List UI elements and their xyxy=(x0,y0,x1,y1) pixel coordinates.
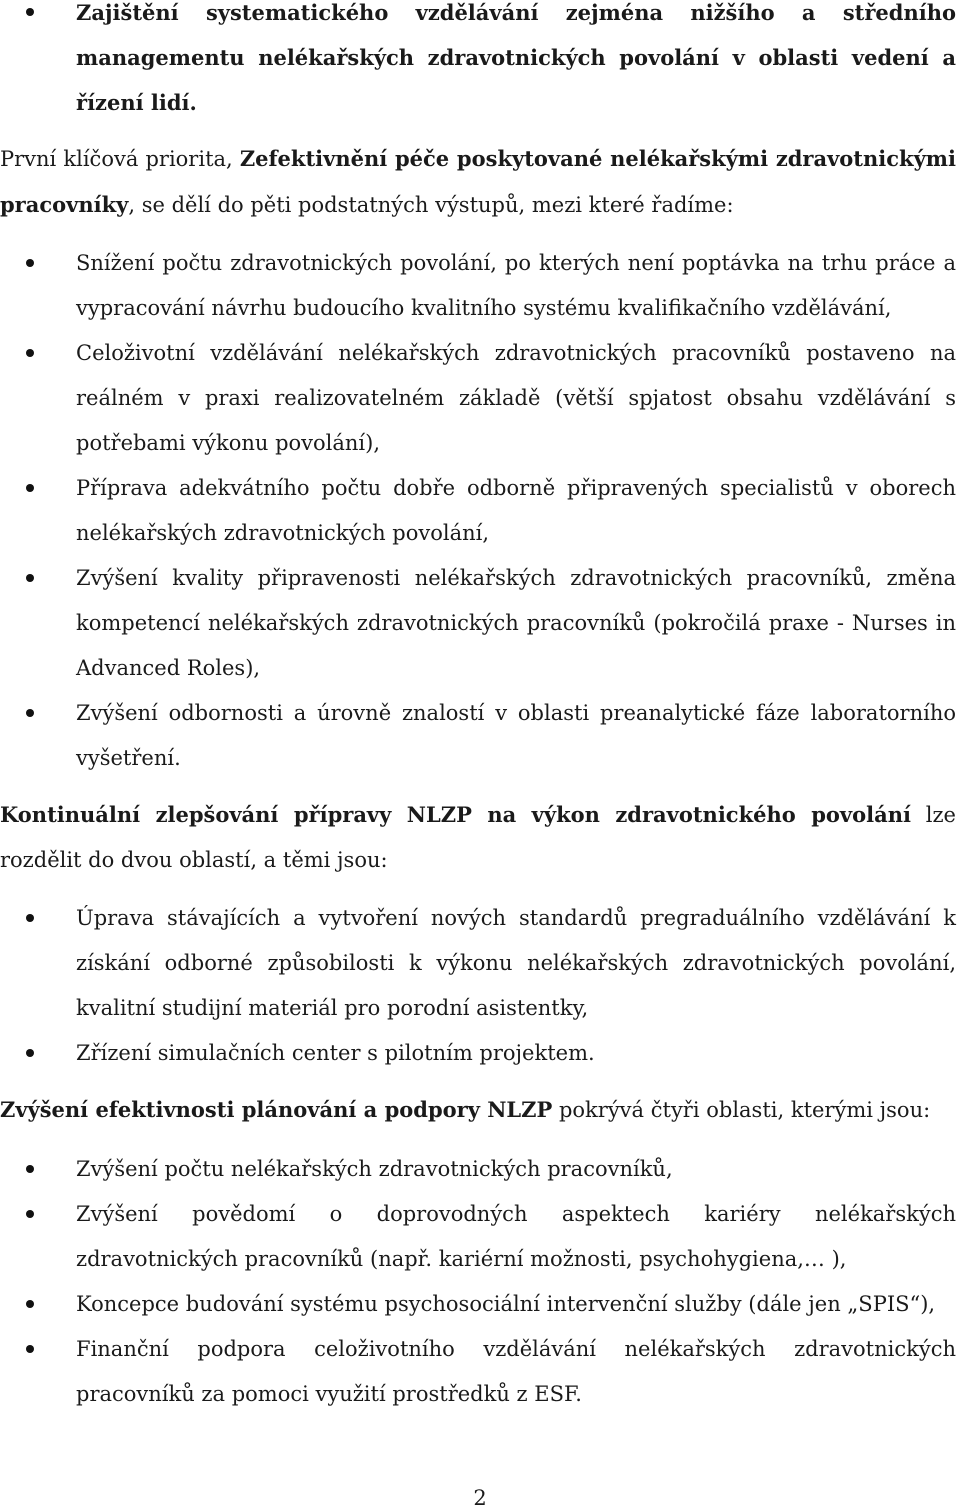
efficiency-areas-list xyxy=(0,1147,956,1417)
list-item-text: Zřízení simulačních center s pilotním projektem. xyxy=(76,1041,595,1065)
list-item-text: Úprava stávajících a vytvoření nových standardů pregraduálního vzdělávání k získání odborné způsobilosti k výkonu nelékařských zdravotnických povolání, kvalitní studijní materiál pro porodní asistentky, xyxy=(76,906,956,1020)
paragraph-bold: Zvýšení efektivnosti plánování a podpory NLZP xyxy=(0,1097,553,1122)
paragraph-lead: První klíčová priorita, xyxy=(0,147,240,171)
bullet-icon xyxy=(26,709,34,717)
paragraph-continual-improvement xyxy=(0,792,956,883)
paragraph-rest: lze rozdělit do dvou oblastí, a těmi jsou: xyxy=(0,803,956,872)
paragraph-bold: Kontinuální zlepšování přípravy NLZP na výkon zdravotnického povolání xyxy=(0,802,911,827)
areas-list xyxy=(0,896,956,1076)
bullet-icon xyxy=(26,484,34,492)
list-item-text: Zvýšení kvality připravenosti nelékařských zdravotnických pracovníků, změna kompetencí nelékařských zdravotnických pracovníků (pokročilá praxe - Nurses in Advanced Roles), xyxy=(76,566,956,680)
list-item xyxy=(0,691,956,781)
bullet-icon xyxy=(26,1210,34,1218)
list-item xyxy=(0,466,956,556)
paragraph-priority-1 xyxy=(0,136,956,228)
list-item xyxy=(0,1327,956,1417)
list-item-text: Zvýšení povědomí o doprovodných aspektech kariéry nelékařských zdravotnických pracovníků (např. kariérní možnosti, psychohygiena,… ), xyxy=(76,1202,956,1271)
list-item xyxy=(0,1031,956,1076)
bullet-icon xyxy=(26,1165,34,1173)
bullet-icon xyxy=(26,1049,34,1057)
list-item xyxy=(0,1192,956,1282)
list-item-text: Finanční podpora celoživotního vzdělávání nelékařských zdravotnických pracovníků za pomoci využití prostředků z ESF. xyxy=(76,1337,956,1406)
bullet-icon xyxy=(26,574,34,582)
list-item-text: Snížení počtu zdravotnických povolání, po kterých není poptávka na trhu práce a vypracování návrhu budoucího kvalitního systému kvalifikačního vzdělávání, xyxy=(76,251,956,320)
list-item-text: Zajištění systematického vzdělávání zejména nižšího a středního managementu nelékařských zdravotnických povolání v oblasti vedení a řízení lidí. xyxy=(76,0,956,115)
list-item xyxy=(0,556,956,691)
bullet-icon xyxy=(26,1345,34,1353)
list-item xyxy=(0,1282,956,1327)
page-number: 2 xyxy=(473,1486,487,1510)
list-item-text: Celoživotní vzdělávání nelékařských zdravotnických pracovníků postaveno na reálném v praxi realizovatelném základě (větší spjatost obsahu vzdělávání s potřebami výkonu povolání), xyxy=(76,341,956,455)
bullet-icon xyxy=(26,914,34,922)
bullet-icon xyxy=(26,349,34,357)
list-item-text: Příprava adekvátního počtu dobře odborně připravených specialistů v oborech nelékařských zdravotnických povolání, xyxy=(76,476,956,545)
bullet-icon xyxy=(26,259,34,267)
list-item xyxy=(0,1147,956,1192)
outputs-list xyxy=(0,241,956,781)
bullet-icon xyxy=(26,1300,34,1308)
list-item xyxy=(0,331,956,466)
list-item-text: Zvýšení odbornosti a úrovně znalostí v oblasti preanalytické fáze laboratorního vyšetření. xyxy=(76,701,956,770)
paragraph-efficiency xyxy=(0,1087,956,1133)
list-item xyxy=(0,896,956,1031)
list-item-text: Zvýšení počtu nelékařských zdravotnických pracovníků, xyxy=(76,1157,673,1181)
list-item xyxy=(0,241,956,331)
intro-bullet-list xyxy=(0,0,956,125)
list-item-text: Koncepce budování systému psychosociální intervenční služby (dále jen „SPIS“), xyxy=(76,1292,936,1316)
list-item xyxy=(0,0,956,125)
paragraph-rest: pokrývá čtyři oblasti, kterými jsou: xyxy=(552,1098,931,1122)
paragraph-bold: Zefektivnění péče poskytované nelékařskými zdravotnickými pracovníky xyxy=(0,146,956,217)
bullet-icon xyxy=(26,8,34,16)
paragraph-rest: , se dělí do pěti podstatných výstupů, mezi které řadíme: xyxy=(128,193,734,217)
